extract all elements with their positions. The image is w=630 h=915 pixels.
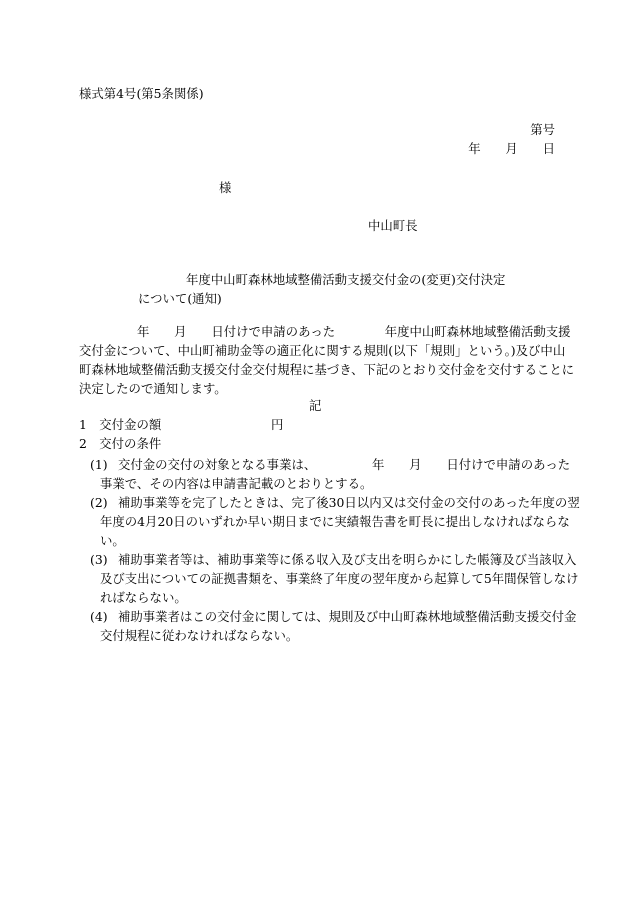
condition-1-number: (1)	[90, 457, 108, 472]
body-paragraph	[79, 322, 575, 398]
addressee-suffix: 様	[219, 180, 232, 195]
condition-2-number: (2)	[90, 495, 108, 510]
condition-1-line-2: 事業で、その内容は申請書記載のとおりとする。	[100, 476, 373, 491]
condition-3-line-3: ればならない。	[100, 590, 187, 605]
section-1-unit: 円	[271, 417, 284, 432]
condition-3-text	[100, 550, 578, 607]
condition-4-text	[100, 607, 576, 645]
condition-4-number: (4)	[90, 609, 108, 624]
condition-2-line-1: 補助事業等を完了したときは、完了後30日以内又は交付金の交付のあった年度の翌	[118, 495, 580, 510]
condition-4-line-1: 補助事業者はこの交付金に関しては、規則及び中山町森林地域整備活動支援交付金	[118, 609, 577, 624]
body-line-1: 年 月 日付けで申請のあった 年度中山町森林地域整備活動支援	[137, 324, 571, 339]
condition-1-line-1: 交付金の交付の対象となる事業は、 年 月 日付けで申請のあった	[118, 457, 571, 472]
condition-3-line-1: 補助事業者等は、補助事業等に係る収入及び支出を明らかにした帳簿及び当該収入	[118, 552, 577, 567]
sender-name: 中山町長	[368, 218, 418, 233]
condition-3-line-2: 及び支出についての証拠書類を、事業終了年度の翌年度から起算して5年間保管しなけ	[100, 571, 579, 586]
issue-date: 年 月 日	[468, 141, 555, 156]
form-label: 様式第4号(第5条関係)	[79, 86, 204, 101]
section-2-label: 2 交付の条件	[79, 436, 162, 451]
body-line-3: 町森林地域整備活動支援交付金交付規程に基づき、下記のとおり交付金を交付することに	[79, 362, 575, 377]
body-line-4: 決定したので通知します。	[79, 381, 227, 396]
condition-2-text	[100, 493, 580, 550]
title-line-2: について(通知)	[138, 291, 222, 306]
document-number: 第号	[530, 122, 555, 137]
condition-4-line-2: 交付規程に従わなければならない。	[100, 628, 299, 643]
condition-1-text	[100, 455, 570, 493]
title-line-1: 年度中山町森林地域整備活動支援交付金の(変更)交付決定	[186, 272, 506, 287]
ki-heading: 記	[309, 398, 322, 413]
body-line-2: 交付金について、中山町補助金等の適正化に関する規則(以下「規則」という。)及び中山	[79, 343, 566, 358]
condition-3-number: (3)	[90, 552, 108, 567]
condition-2-line-3: い。	[100, 533, 125, 548]
condition-2-line-2: 年度の4月20日のいずれか早い期日までに実績報告書を町長に提出しなければならな	[100, 514, 570, 529]
section-1-label: 1 交付金の額	[79, 417, 162, 432]
